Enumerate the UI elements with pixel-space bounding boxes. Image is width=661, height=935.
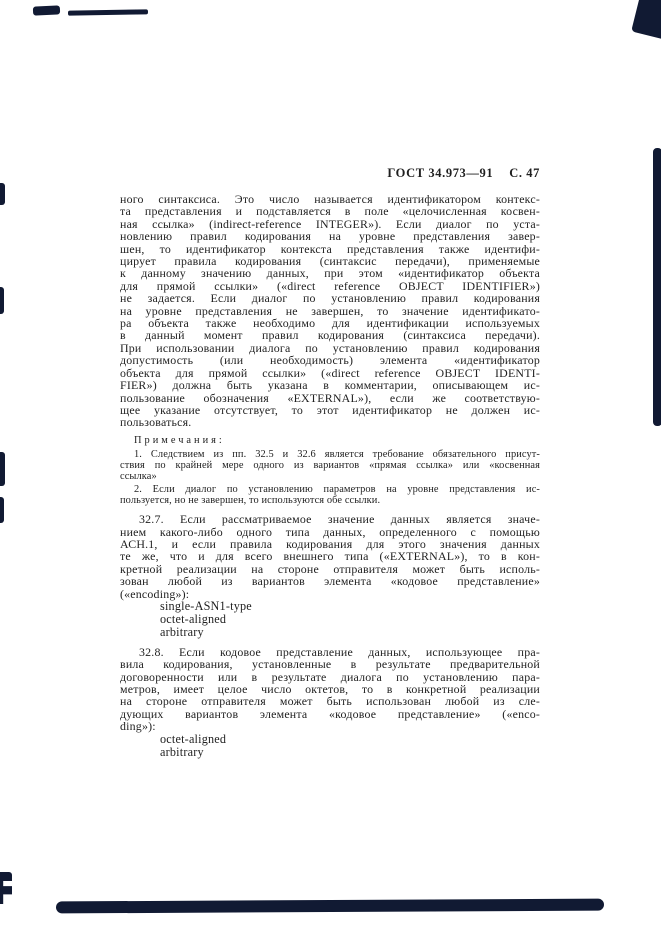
text-line: 2. Если диалог по установлению параметров на уровне представления ис- <box>134 484 540 495</box>
scan-artifact-left-dash-3 <box>0 452 5 486</box>
text-line: допустимость (или необходимость) элемента «идентификатор <box>120 353 540 368</box>
text-line: зован любой из вариантов элемента «кодовое представление» <box>120 574 540 589</box>
note-2 <box>120 484 540 506</box>
text-line: 32.8. Если кодовое представление данных, использующее пра- <box>139 644 540 659</box>
text-line: 1. Следствием из пп. 32.5 и 32.6 является требование обязательного присут- <box>134 448 540 460</box>
text-line: ссылка» <box>120 470 157 482</box>
text-line: договоренности или в результате диалога по установлению пара- <box>120 669 540 684</box>
text-line: пользоваться. <box>120 415 192 430</box>
text-line: ра объекта также необходимо для идентификации используемых <box>120 316 540 331</box>
list-item: arbitrary <box>160 744 204 759</box>
text-block <box>120 193 540 758</box>
list-item: arbitrary <box>160 624 204 639</box>
scan-artifact-top-dash-1 <box>33 5 60 15</box>
page-header <box>120 166 540 181</box>
text-line: нием какого-либо одного типа данных, определенного с помощью <box>120 524 540 539</box>
text-line: на стороне отправителя может быть использован любой из сле- <box>120 694 540 709</box>
scan-artifact-top-right <box>631 0 661 39</box>
text-line: та представления и подставляется в поле «целочисленная косвен- <box>120 204 540 219</box>
standard-number: ГОСТ 34.973—91 <box>387 166 494 180</box>
page-number: С. 47 <box>509 166 540 180</box>
text-line: объекта для прямой ссылки» («direct reference OBJECT IDENTI- <box>120 365 540 380</box>
section-32-8 <box>120 646 540 733</box>
text-line: При использовании диалога по установлению правил кодирования <box>120 340 540 355</box>
text-line: ного синтаксиса. Это число называется идентификатором контекс- <box>120 192 540 206</box>
scan-artifact-bottom-bar <box>56 899 604 914</box>
text-line: пользование обозначения «EXTERNAL»), если же соответствую- <box>120 390 540 405</box>
scan-artifact-top-dash-2 <box>68 9 148 15</box>
encoding-options-32-8 <box>120 733 540 759</box>
scan-artifact-left-dash-2 <box>0 287 4 314</box>
text-line: для прямой ссылки» («direct reference OBJECT IDENTIFIER») <box>120 278 540 293</box>
notes-heading: Примечания: <box>134 434 225 446</box>
text-line: ствия по крайней мере одного из вариантов «прямая ссылка» или «косвенная <box>120 459 540 471</box>
list-item: octet-aligned <box>160 731 227 746</box>
text-line: ная ссылка» (indirect-reference INTEGER»). Если диалог по уста- <box>120 216 540 231</box>
text-line: метров, имеет целое число октетов, то в конкретной реализации <box>120 681 540 696</box>
text-line: новлению правил кодирования на уровне представления завер- <box>120 229 540 244</box>
text-line: шен, то идентификатор контекста представления также идентифи- <box>120 241 540 256</box>
encoding-options-32-7 <box>120 600 540 639</box>
text-line: те же, что и для всего внешнего типа («EXTERNAL»), то в кон- <box>120 549 540 564</box>
text-line: 32.7. Если рассматриваемое значение данных является значе- <box>139 512 540 527</box>
list-item: octet-aligned <box>160 611 227 626</box>
note-1 <box>120 449 540 482</box>
list-item: single-ASN1-type <box>160 599 252 614</box>
scan-artifact-right-bar <box>653 148 661 426</box>
text-line: вила кодирования, установленные в результате предварительной <box>120 657 540 672</box>
text-line: АСН.1, и если правила кодирования для этого значения данных <box>120 537 540 551</box>
scan-artifact-left-dash-4 <box>0 497 4 523</box>
scan-artifact-left-dash-1 <box>0 183 5 205</box>
text-line: («encoding»): <box>120 586 190 601</box>
text-line: FIER») должна быть указана в комментарии, описывающем ис- <box>120 378 540 393</box>
text-line: на уровне представления не завершен, то значение идентификато- <box>120 303 540 318</box>
text-line: кретной реализации на стороне отправителя может быть исполь- <box>120 561 540 576</box>
body-paragraph-continuation <box>120 193 540 429</box>
section-32-7 <box>120 513 540 600</box>
text-line: ding»): <box>120 719 156 734</box>
text-line: пользуется, но не завершен, то используются обе ссылки. <box>120 495 381 507</box>
scan-artifact-bottom-left <box>0 872 12 904</box>
text-line: дующих вариантов элемента «кодовое представление» («enco- <box>120 706 540 721</box>
text-line: к данному значению данных, при этом «идентификатор объекта <box>120 266 540 281</box>
text-line: щее указание отсутствует, то этот идентификатор не должен ис- <box>120 402 540 417</box>
text-line: не задается. Если диалог по установлению правил кодирования <box>120 291 540 306</box>
text-line: в данный момент правил кодирования (синтаксиса передачи). <box>120 328 540 343</box>
text-line: цирует правила кодирования (синтаксис передачи), применяемые <box>120 254 540 269</box>
